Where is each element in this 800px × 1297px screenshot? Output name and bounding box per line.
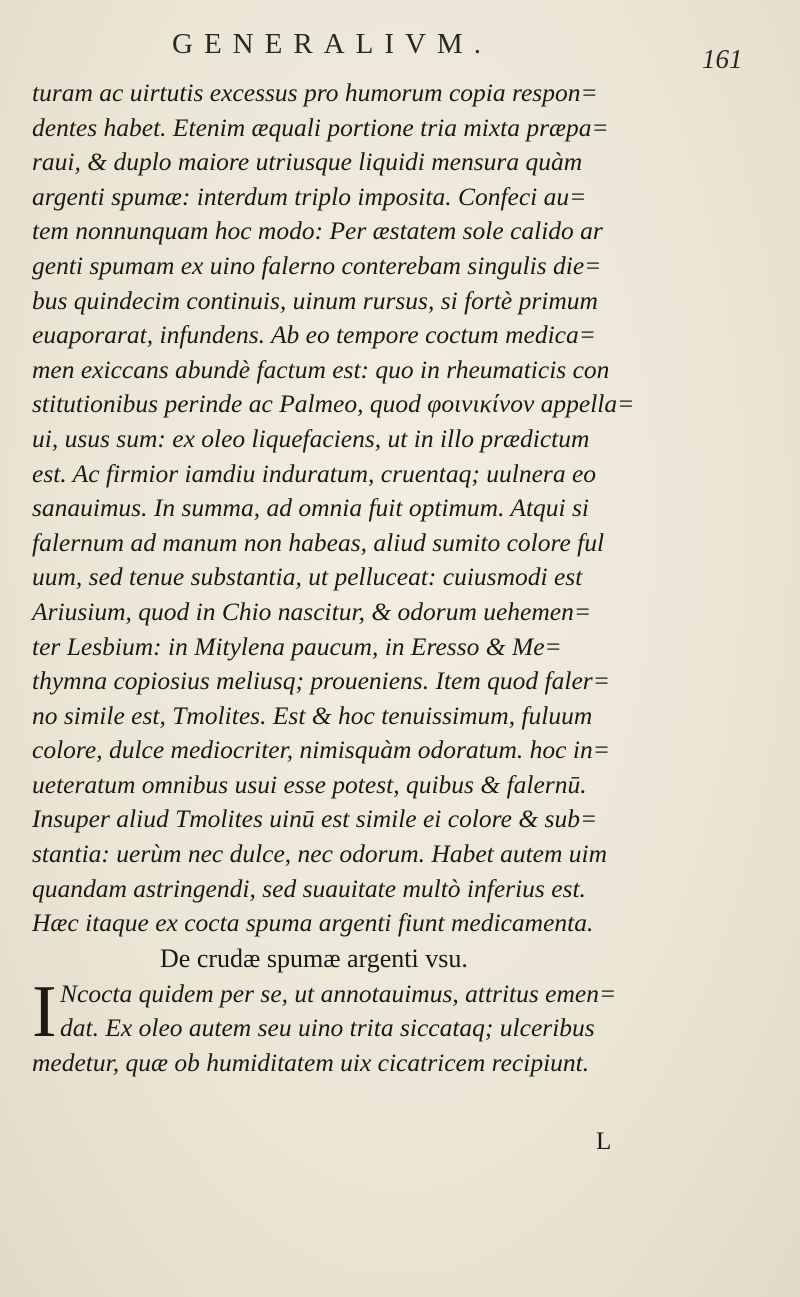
text-line: colore, dulce mediocriter, nimisquàm odoratum. hoc in= (32, 735, 610, 765)
section-heading: De crudæ spumæ argenti vsu. (160, 943, 468, 973)
text-line: thymna copiosius meliusq; proueniens. Item quod faler= (32, 666, 610, 696)
body-text (32, 76, 772, 1081)
text-line: Ncocta quidem per se, ut annotauimus, attritus emen= (60, 978, 617, 1008)
text-line: Ariusium, quod in Chio nascitur, & odorum uehemen= (32, 596, 592, 626)
text-line: est. Ac firmior iamdiu induratum, cruentaq; uulnera eo (32, 458, 597, 488)
text-line: men exiccans abundè factum est: quo in rheumaticis con (32, 354, 610, 384)
text-line: dentes habet. Etenim æquali portione tria mixta præpa= (32, 112, 609, 142)
text-line: ui, usus sum: ex oleo liquefaciens, ut in illo prædictum (32, 423, 590, 453)
running-head (0, 28, 800, 74)
text-line: uum, sed tenue substantia, ut pelluceat: cuiusmodi est (32, 562, 583, 592)
text-line: argenti spumæ: interdum triplo imposita. Confeci au= (32, 181, 587, 211)
text-line: raui, & duplo maiore utriusque liquidi mensura quàm (32, 147, 583, 177)
text-line: dat. Ex oleo autem seu uino trita siccataq; ulceribus (60, 1013, 595, 1043)
text-line: tem nonnunquam hoc modo: Per æstatem sole calido ar (32, 216, 603, 246)
text-line: medetur, quæ ob humiditatem uix cicatricem recipiunt. (32, 1048, 590, 1078)
text-line: falernum ad manum non habeas, aliud sumito colore ful (32, 527, 605, 557)
drop-cap: I (32, 970, 57, 1053)
text-line: Insuper aliud Tmolites uinū est simile ei colore & sub= (32, 804, 598, 834)
text-line: stantia: uerùm nec dulce, nec odorum. Habet autem uim (32, 839, 608, 869)
text-line: turam ac uirtutis excessus pro humorum copia respon= (32, 78, 598, 107)
text-line: Hæc itaque ex cocta spuma argenti fiunt medicamenta. (32, 908, 594, 938)
text-line: no simile est, Tmolites. Est & hoc tenuissimum, fuluum (32, 700, 593, 730)
text-line: sanauimus. In summa, ad omnia fuit optimum. Atqui si (32, 493, 590, 523)
text-line: ter Lesbium: in Mitylena paucum, in Eresso & Me= (32, 631, 562, 661)
text-line: bus quindecim continuis, uinum rursus, si fortè primum (32, 285, 598, 315)
text-line: quandam astringendi, sed suauitate multò inferius est. (32, 873, 586, 903)
initial-paragraph (32, 970, 772, 1081)
text-line: stitutionibus perinde ac Palmeo, quod φοινικίνον appella= (32, 389, 635, 419)
text-line: ueteratum omnibus usui esse potest, quibus & falernū. (32, 769, 587, 799)
text-line: euaporarat, infundens. Ab eo tempore coctum medica= (32, 320, 596, 350)
running-title: GENERALIVM. (172, 28, 492, 60)
page-number: 161 (702, 44, 743, 74)
text-line: genti spumam ex uino falerno conterebam singulis die= (32, 250, 602, 280)
catchword: L (596, 1128, 612, 1155)
